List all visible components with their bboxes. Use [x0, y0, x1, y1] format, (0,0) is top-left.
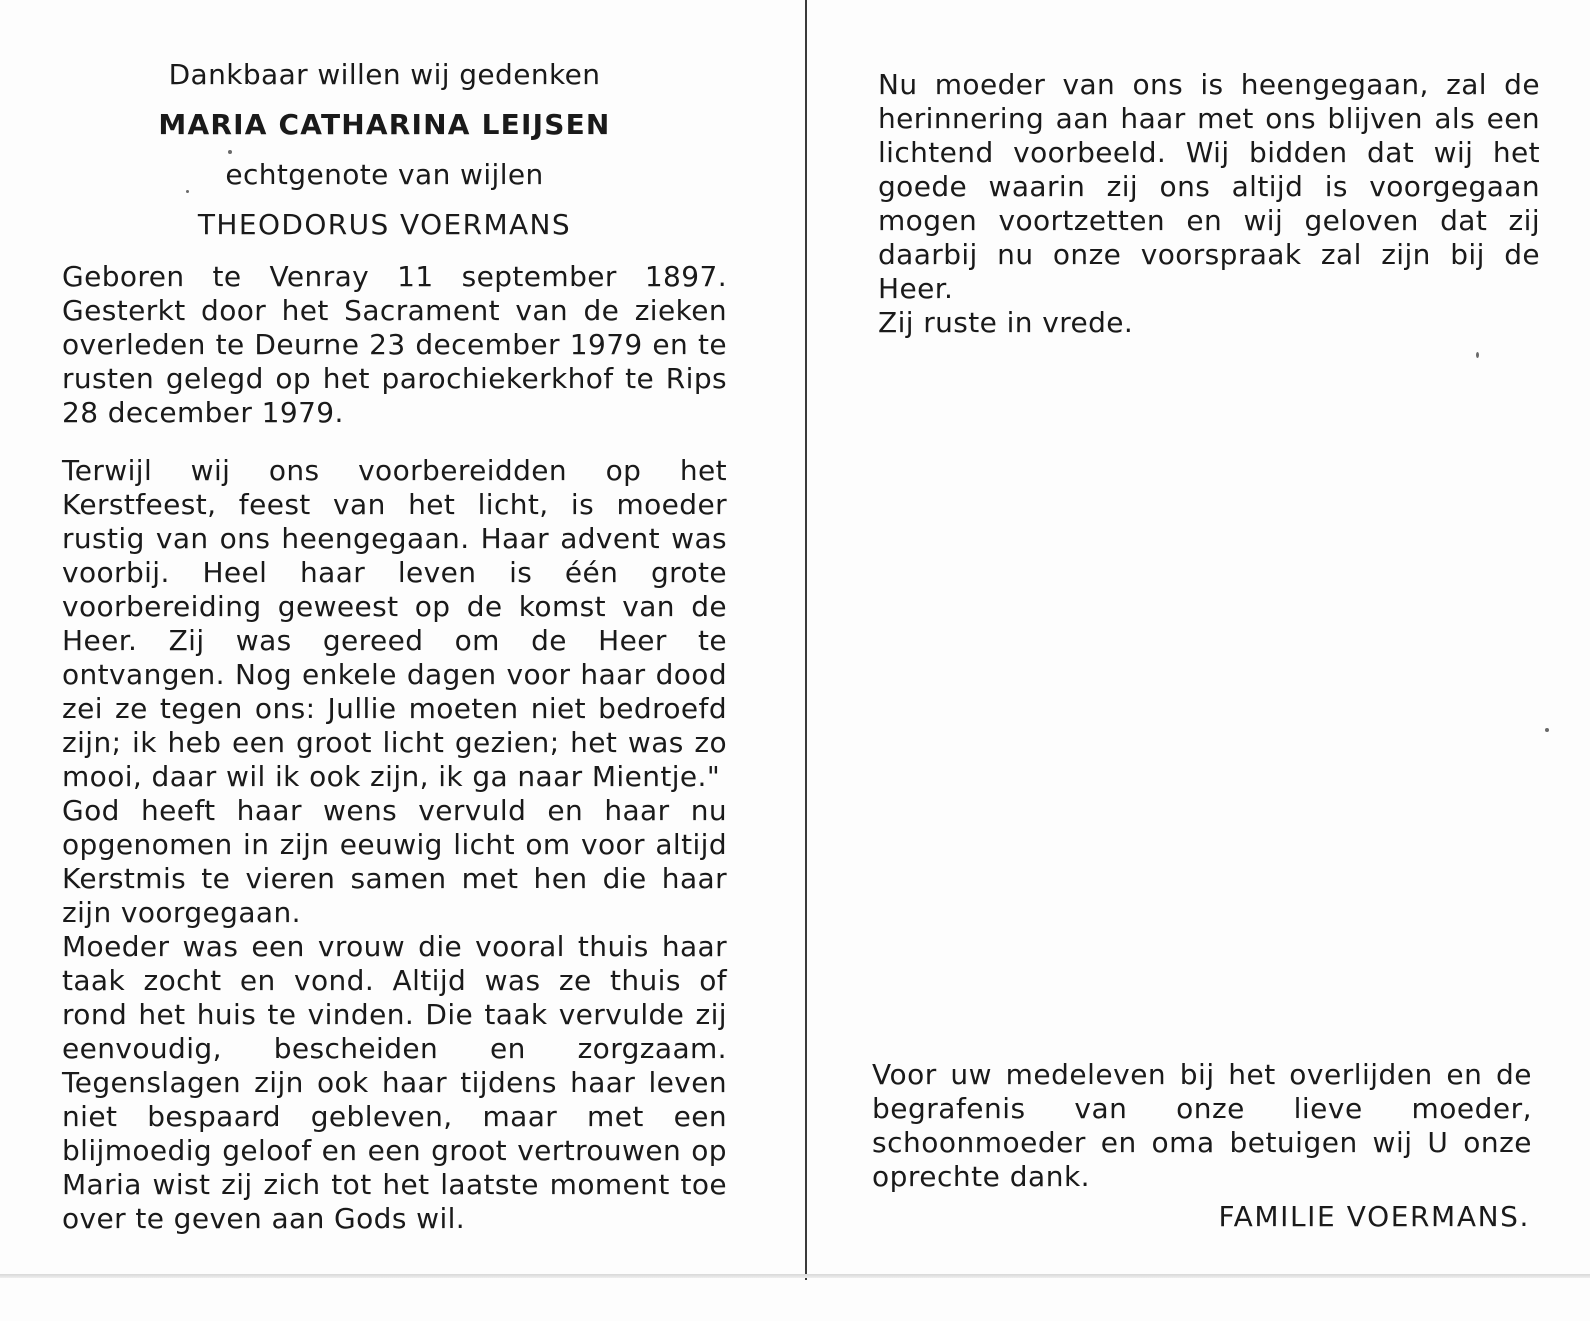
thanks-note: Voor uw medeleven bij het overlijden en de begrafenis van onze lieve moeder, schoonmoeder en oma betuigen wij U onze oprechte dank.	[872, 1058, 1532, 1193]
right-paragraph-1: Nu moeder van ons is heengegaan, zal de herinnering aan haar met ons blijven als een lichtend voorbeeld. Wij bidden dat wij het goede waarin zij ons altijd is voorgegaan mogen voortzetten en wij geloven dat zij daarbij nu onze voorspraak zal zijn bij de Heer.	[878, 68, 1540, 305]
spouse-intro: echtgenote van wijlen	[225, 158, 544, 191]
left-paragraph-2: God heeft haar wens vervuld en haar nu opgenomen in zijn eeuwig licht om voor altijd Kerstmis te vieren samen met hen die haar zijn voorgegaan.	[62, 794, 727, 929]
intro-line: Dankbaar willen wij gedenken	[168, 58, 601, 91]
spouse-name: THEODORUS VOERMANS	[197, 208, 572, 241]
scan-speck	[1545, 728, 1549, 732]
left-paragraph-1: Terwijl wij ons voorbereidden op het Kerstfeest, feest van het licht, is moeder rustig van ons heengegaan. Haar advent was voorbij. Heel haar leven is één grote voorbereiding geweest op de komst van de Heer. Zij was gereed om de Heer te ontvangen. Nog enkele dagen voor haar dood zei ze tegen ons: Jullie moeten niet bedroefd zijn; ik heb een groot licht gezien; het was zo mooi, daar wil ik ook zijn, ik ga naar Mientje."	[62, 454, 727, 793]
family-signature: FAMILIE VOERMANS.	[1218, 1200, 1530, 1233]
life-facts: Geboren te Venray 11 september 1897. Gesterkt door het Sacrament van de zieken overleden te Deurne 23 december 1979 en te rusten gelegd op het parochiekerkhof te Rips 28 december 1979.	[62, 260, 727, 429]
right-page	[878, 68, 1540, 340]
card-bottom-edge	[0, 1274, 1590, 1278]
deceased-name: MARIA CATHARINA LEIJSEN	[158, 108, 611, 141]
left-paragraph-3: Moeder was een vrouw die vooral thuis haar taak zocht en vond. Altijd was ze thuis of rond het huis te vinden. Die taak vervulde zij eenvoudig, bescheiden en zorgzaam. Tegenslagen zijn ook haar tijdens haar leven niet bespaard gebleven, maar met een blijmoedig geloof en een groot vertrouwen op Maria wist zij zich tot het laatste moment toe over te geven aan Gods wil.	[62, 930, 727, 1235]
left-page	[62, 58, 727, 1236]
right-paragraph-2: Zij ruste in vrede.	[878, 306, 1134, 339]
fold-line	[805, 0, 807, 1280]
scan-speck	[1476, 352, 1479, 358]
